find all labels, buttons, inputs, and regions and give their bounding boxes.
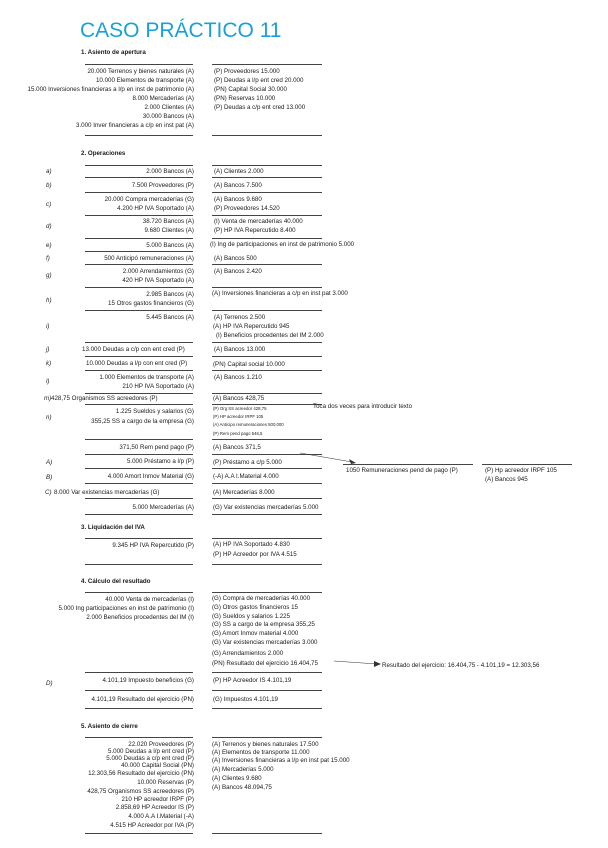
- operation-key: k): [46, 360, 52, 367]
- debe-entry: 500 Anticipó remuneraciones (A): [104, 255, 194, 262]
- divider: [85, 564, 193, 565]
- divider: [212, 310, 322, 311]
- operation-key: D): [46, 680, 53, 687]
- operation-key: C): [45, 489, 52, 496]
- debe-entry: 8.000 Var existencias mercaderías (G): [54, 489, 160, 496]
- haber-entry: (P) HP Acreedor IS 4.101,19: [213, 677, 292, 684]
- haber-entry: (A) Mercaderías 8.000: [213, 489, 275, 496]
- haber-entry: (G) Amort Inmov material 4.000: [212, 630, 299, 637]
- divider: [85, 238, 193, 239]
- operation-key: j): [46, 346, 50, 353]
- haber-entry: (PN) Capital Social 30.000: [214, 86, 287, 93]
- haber-entry: (A) Bancos 428,75: [213, 395, 265, 402]
- haber-entry: (I) Beneficios procedentes del IM 2.000: [216, 332, 324, 339]
- haber-entry: (P) Rem pend pago 546,5: [213, 431, 263, 436]
- page-title: CASO PRÁCTICO 11: [80, 19, 282, 42]
- debe-entry: 9.345 HP IVA Repercutido (P): [112, 542, 194, 549]
- haber-entry: (P) Proveedores 14.520: [214, 205, 280, 212]
- divider: [85, 393, 193, 394]
- operation-key: f): [46, 255, 50, 262]
- debe-entry: 5.000 Préstamo a l/p (P): [126, 458, 194, 465]
- divider: [85, 264, 193, 265]
- debe-entry: 4.101,19 Impuesto beneficios (G): [102, 677, 194, 684]
- debe-entry: 5.445 Bancos (A): [146, 314, 194, 321]
- operation-key: c): [46, 201, 52, 208]
- debe-entry: 5.000 Deudas a l/p ent cred (P): [108, 748, 194, 755]
- section-heading-apertura: 1. Asiento de apertura: [81, 49, 146, 56]
- operation-key: B): [46, 474, 53, 481]
- haber-entry: (G) Otros gastos financieros 15: [212, 604, 298, 611]
- divider: [85, 483, 193, 484]
- haber-entry: (A) Bancos 371,5: [213, 444, 261, 451]
- debe-entry: 3.000 Inver financieras a c/p en inst pat (A): [76, 122, 194, 129]
- operation-key: h): [46, 297, 52, 304]
- haber-entry: (A) Bancos 48.094,75: [212, 784, 272, 791]
- divider: [85, 708, 193, 709]
- debe-entry: 4.515 HP Acreedor por IVA (P): [110, 822, 194, 829]
- divider: [85, 356, 193, 357]
- haber-entry: (A) Bancos 7.500: [214, 182, 262, 189]
- divider: [85, 514, 193, 515]
- haber-entry: (A) HP IVA Repercutido 945: [213, 323, 290, 330]
- arrow-icon: [334, 659, 384, 669]
- debe-entry: 428,75 Organismos SS acreedores (P): [87, 788, 194, 795]
- divider: [212, 238, 322, 239]
- divider: [85, 538, 193, 539]
- divider: [85, 592, 193, 593]
- haber-entry: (P) Org SS acreedor 428,75: [213, 406, 267, 411]
- divider: [212, 483, 322, 484]
- divider: [482, 464, 572, 465]
- debe-entry: 9.680 Clientes (A): [144, 227, 194, 234]
- debe-entry: 7.500 Proveedores (P): [131, 182, 194, 189]
- divider: [212, 64, 322, 65]
- divider: [212, 737, 322, 738]
- debe-entry: 2.000 Beneficios procedentes del IM (I): [86, 614, 194, 621]
- haber-entry: (P) Deudas a c/p ent cred 13.000: [214, 104, 306, 111]
- haber-entry: (P) Proveedores 15.000: [214, 68, 280, 75]
- haber-entry: (P) HP acreedor IRPF 105: [213, 414, 264, 419]
- haber-entry: (A) Terrenos y bienes naturales 17.500: [212, 741, 319, 748]
- debe-entry: 22.020 Proveedores (P): [128, 741, 194, 748]
- operation-key: i): [46, 323, 50, 330]
- haber-entry: (P) HP Acreedor por IVA 4.515: [213, 551, 297, 558]
- operation-key: b): [46, 182, 52, 189]
- debe-entry: 10.000 Deudas a l/p con ent cred (P): [86, 360, 188, 367]
- divider: [212, 177, 322, 178]
- divider: [212, 498, 322, 499]
- haber-entry: (G) Arrendamientos 2.000: [212, 650, 284, 657]
- debe-entry: 15 Otros gastos financieros (G): [108, 300, 194, 307]
- divider: [212, 538, 322, 539]
- debe-entry: 13.000 Deudas a c/p con ent cred (P): [82, 346, 185, 353]
- debe-entry: 5.000 Mercaderías (A): [132, 504, 194, 511]
- haber-entry: (G) Compra de mercaderías 40.000: [212, 595, 311, 602]
- side-debe-entry: 1050 Remuneraciones pend de pago (P): [346, 467, 458, 474]
- divider: [85, 672, 193, 673]
- operation-key: a): [46, 168, 52, 175]
- section-heading-operaciones: 2. Operaciones: [81, 150, 126, 157]
- divider: [212, 690, 322, 691]
- haber-entry: (G) Sueldos y salarios 1.225: [212, 613, 291, 620]
- debe-entry: 40.000 Capital Social (PN): [121, 762, 194, 769]
- debe-entry: 40.000 Venta de mercaderías (I): [105, 596, 194, 603]
- divider: [212, 404, 322, 405]
- section-heading-cierre: 5. Asiento de cierre: [81, 723, 138, 730]
- result-formula: Resultado del ejercicio: 16.404,75 - 4.101,19 = 12.303,56: [382, 662, 540, 669]
- divider: [85, 342, 193, 343]
- divider: [212, 672, 322, 673]
- divider: [212, 468, 322, 469]
- haber-entry: (PN) Resultado del ejercicio 16.404,75: [212, 660, 318, 667]
- haber-entry: (A) Bancos 1.210: [214, 374, 262, 381]
- divider: [85, 192, 193, 193]
- divider: [212, 439, 322, 440]
- haber-entry: (PN) Reservas 10.000: [214, 95, 276, 102]
- haber-entry: (A) Clientes 9.680: [212, 775, 262, 782]
- operation-key: l): [46, 378, 50, 385]
- debe-entry: 2.985 Bancos (A): [146, 291, 194, 298]
- debe-entry: 371,50 Rem pend pago (P): [119, 444, 194, 451]
- divider: [85, 498, 193, 499]
- debe-entry: 1.000 Elementos de transporte (A): [99, 374, 194, 381]
- operation-key: e): [46, 242, 52, 249]
- debe-entry: 5.000 Deudas a c/p ent cred (P): [106, 755, 194, 762]
- debe-entry: 210 HP acreedor IRPF (P): [121, 796, 194, 803]
- debe-entry: 8.000 Mercaderías (A): [132, 95, 194, 102]
- divider: [85, 690, 193, 691]
- haber-entry: (PN) Capital social 10.000: [213, 361, 285, 368]
- haber-entry: (A) Terrenos 2.500: [214, 314, 266, 321]
- divider: [212, 192, 322, 193]
- debe-entry: 15.000 Inversiones financieras a l/p en inst de patrimonio (A): [27, 86, 194, 93]
- debe-entry: 4.101,19 Resultado del ejercicio (PN): [91, 696, 194, 703]
- debe-entry: 20.000 Terrenos y bienes naturales (A): [87, 68, 194, 75]
- haber-entry: (A) Inversiones financieras a l/p en inst pat 15.000: [212, 757, 350, 764]
- divider: [85, 404, 193, 405]
- debe-entry: 20.000 Compra mercaderías (G): [104, 196, 194, 203]
- divider: [212, 215, 322, 216]
- haber-entry: (I) Ing de participaciones en inst de patrimonio 5.000: [210, 241, 355, 248]
- haber-entry: (G) Var existencias mercaderías 3.000: [212, 639, 318, 646]
- operation-key: m): [44, 395, 52, 402]
- section-heading-resultado: 4. Cálculo del resultado: [81, 578, 151, 585]
- divider: [212, 393, 322, 394]
- debe-entry: 1.225 Sueldos y salarios (G): [115, 408, 194, 415]
- debe-entry: 10.000 Elementos de transporte (A): [95, 77, 194, 84]
- section-heading-iva: 3. Liquidación del IVA: [81, 524, 145, 531]
- haber-entry: (A) Anticipo remuneraciones 500.000: [213, 422, 284, 427]
- debe-entry: 10.000 Reservas (P): [137, 779, 194, 786]
- debe-entry: 2.000 Arrendamientos (G): [122, 268, 194, 275]
- divider: [85, 737, 193, 738]
- divider: [85, 165, 193, 166]
- debe-entry: 2.000 Clientes (A): [144, 104, 194, 111]
- haber-entry: (P) HP IVA Repercutido 8.400: [214, 227, 296, 234]
- divider: [212, 356, 322, 357]
- haber-entry: (A) Bancos 13.000: [214, 346, 266, 353]
- debe-entry: 4.000 A.A I.Material (-A): [128, 813, 194, 820]
- debe-entry: 355,25 SS a cargo de la empresa (G): [91, 418, 194, 425]
- divider: [85, 310, 193, 311]
- divider: [85, 251, 193, 252]
- divider: [85, 439, 193, 440]
- debe-entry: 12.303,56 Resultado del ejercicio (PN): [88, 770, 194, 777]
- divider: [85, 215, 193, 216]
- divider: [85, 177, 193, 178]
- operation-key: d): [46, 223, 52, 230]
- divider: [85, 287, 193, 288]
- divider: [212, 370, 322, 371]
- divider: [85, 833, 193, 834]
- haber-entry: (A) Bancos 2.420: [214, 268, 262, 275]
- divider: [212, 264, 322, 265]
- side-haber-entry: (P) Hp acreedor IRPF 105: [485, 467, 557, 474]
- debe-entry: 38.720 Bancos (A): [142, 218, 194, 225]
- debe-entry: 210 HP IVA Soportado (A): [122, 383, 194, 390]
- debe-entry: 428,75 Organismos SS acreedores (P): [51, 395, 158, 402]
- haber-entry: (-A) A.A I.Material 4.000: [213, 473, 279, 480]
- divider: [212, 135, 322, 136]
- text-input-placeholder[interactable]: Toca dos veces para introducir texto: [313, 403, 413, 410]
- debe-entry: 4.200 HP IVA Soportado (A): [117, 205, 194, 212]
- divider: [343, 464, 473, 465]
- divider: [212, 165, 322, 166]
- operation-key: A): [46, 459, 53, 466]
- divider: [212, 342, 322, 343]
- side-haber-entry: (A) Bancos 945: [485, 476, 528, 483]
- debe-entry: 4.000 Amort Inmov Material (G): [107, 473, 194, 480]
- divider: [85, 135, 193, 136]
- haber-entry: (A) Mercaderías 5.000: [212, 766, 274, 773]
- operation-key: n): [46, 414, 52, 421]
- haber-entry: (A) Bancos 500: [214, 255, 257, 262]
- debe-entry: 5.000 Ing participaciones en inst de patrimonio (I): [58, 605, 194, 612]
- haber-entry: (A) Elementos de transporte 11.000: [212, 749, 310, 756]
- haber-entry: (I) Venta de mercaderías 40.000: [214, 218, 303, 225]
- divider: [85, 370, 193, 371]
- debe-entry: 2.000 Bancos (A): [146, 168, 194, 175]
- divider: [212, 564, 322, 565]
- divider: [85, 454, 193, 455]
- divider: [212, 708, 322, 709]
- divider: [85, 468, 193, 469]
- divider: [212, 514, 322, 515]
- haber-entry: (G) Impuestos 4.101,19: [213, 696, 279, 703]
- haber-entry: (A) Inversiones financieras a c/p en inst pat 3.000: [212, 290, 348, 297]
- haber-entry: (P) Préstamo a c/p 5.000: [213, 459, 282, 466]
- debe-entry: 2.858,69 HP Acreedor IS (P): [115, 804, 194, 811]
- operation-key: g): [46, 272, 52, 279]
- haber-entry: (G) SS a cargo de la empresa 355,25: [212, 621, 315, 628]
- debe-entry: 420 HP IVA Soportado (A): [122, 277, 194, 284]
- divider: [85, 64, 193, 65]
- debe-entry: 30.000 Bancos (A): [142, 113, 194, 120]
- debe-entry: 5.000 Bancos (A): [146, 242, 194, 249]
- divider: [212, 287, 322, 288]
- haber-entry: (A) Bancos 9.680: [214, 196, 262, 203]
- haber-entry: (P) Deudas a l/p ent cred 20.000: [214, 77, 304, 84]
- divider: [212, 592, 322, 593]
- haber-entry: (G) Var existencias mercaderías 5.000: [213, 504, 319, 511]
- haber-entry: (A) HP IVA Soportado 4.830: [213, 541, 290, 548]
- divider: [212, 833, 322, 834]
- haber-entry: (A) Clientes 2.000: [214, 168, 264, 175]
